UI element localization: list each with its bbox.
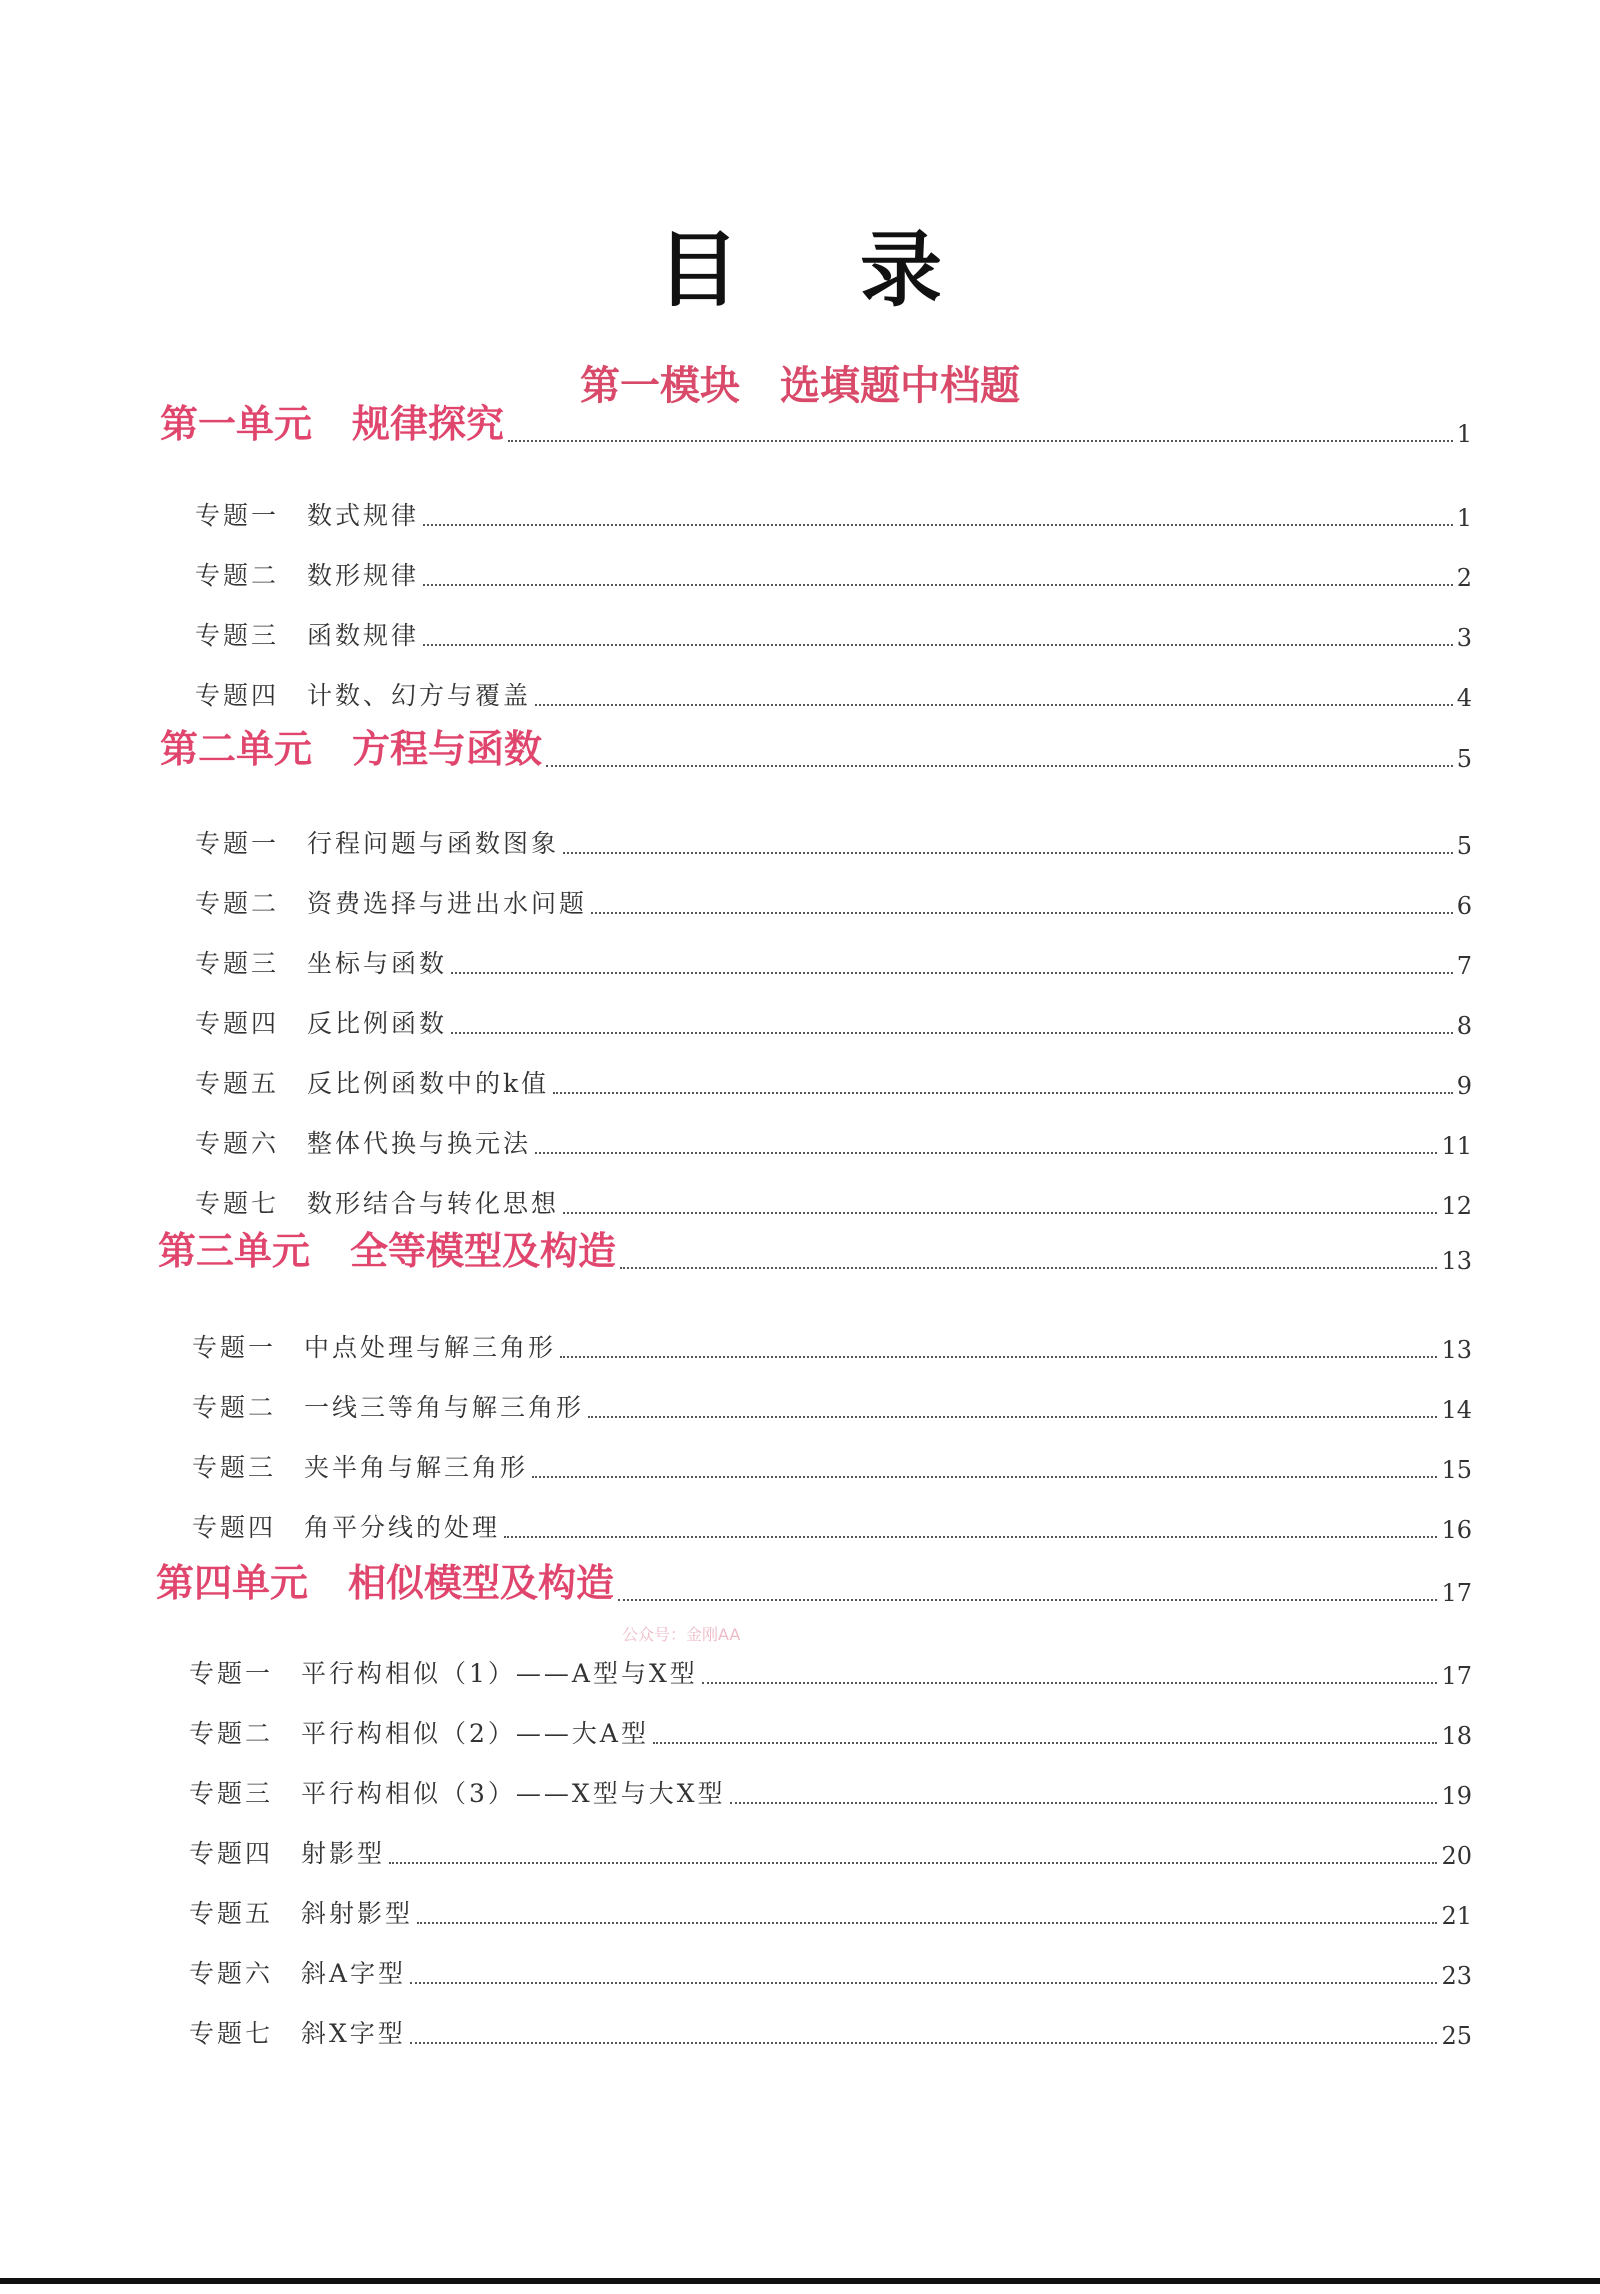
- toc-topic-row: [189, 1716, 1472, 1750]
- topic-page-number: 21: [1441, 1902, 1472, 1930]
- topic-name: 资费选择与进出水问题: [307, 889, 588, 918]
- topic-code: 专题四: [192, 1513, 277, 1542]
- toc-unit-row: [156, 1559, 1472, 1607]
- topic-page-number: 5: [1456, 832, 1472, 860]
- dot-leader: [618, 1599, 1437, 1601]
- topic-name: 中点处理与解三角形: [304, 1333, 557, 1362]
- toc-topic-row: [195, 1186, 1472, 1220]
- bottom-divider: [0, 2278, 1600, 2284]
- topic-name: 平行构相似（3）——X型与大X型: [301, 1779, 726, 1808]
- toc-topic-row: [195, 678, 1472, 712]
- topic-code: 专题六: [195, 1129, 280, 1158]
- toc-unit-row: [160, 725, 1472, 773]
- topic-name: 坐标与函数: [307, 949, 448, 978]
- topic-name: 斜X字型: [301, 2019, 406, 2048]
- topic-code: 专题二: [189, 1719, 274, 1748]
- dot-leader: [508, 440, 1453, 442]
- topic-code: 专题二: [195, 889, 280, 918]
- toc-topic-row: [195, 498, 1472, 532]
- unit-page-number: 17: [1441, 1579, 1472, 1607]
- dot-leader: [389, 1862, 1437, 1864]
- topic-page-number: 20: [1441, 1842, 1472, 1870]
- topic-name: 计数、幻方与覆盖: [307, 681, 532, 710]
- toc-topic-row: [195, 826, 1472, 860]
- watermark: 公众号：金刚AA: [622, 1625, 741, 1644]
- module-label: 第一模块: [580, 362, 740, 409]
- topic-page-number: 1: [1456, 504, 1472, 532]
- topic-page-number: 17: [1441, 1662, 1472, 1690]
- topic-name: 函数规律: [307, 621, 420, 650]
- topic-page-number: 23: [1441, 1962, 1472, 1990]
- unit-code: 第四单元: [156, 1561, 309, 1605]
- topic-name: 数式规律: [307, 501, 420, 530]
- dot-leader: [563, 1212, 1437, 1214]
- toc-topic-row: [195, 1006, 1472, 1040]
- topic-page-number: 14: [1441, 1396, 1472, 1424]
- topic-page-number: 16: [1441, 1516, 1472, 1544]
- topic-page-number: 18: [1441, 1722, 1472, 1750]
- dot-leader: [535, 1152, 1437, 1154]
- topic-page-number: 25: [1441, 2022, 1472, 2050]
- toc-unit-row: [158, 1227, 1472, 1275]
- dot-leader: [417, 1922, 1437, 1924]
- dot-leader: [504, 1536, 1437, 1538]
- toc-topic-row: [189, 1836, 1472, 1870]
- dot-leader: [702, 1682, 1438, 1684]
- dot-leader: [620, 1267, 1437, 1269]
- dot-leader: [730, 1802, 1438, 1804]
- toc-topic-row: [189, 1656, 1472, 1690]
- topic-page-number: 11: [1441, 1132, 1472, 1160]
- topic-code: 专题五: [189, 1899, 274, 1928]
- topic-code: 专题七: [195, 1189, 280, 1218]
- topic-code: 专题一: [192, 1333, 277, 1362]
- dot-leader: [423, 584, 1453, 586]
- topic-code: 专题四: [189, 1839, 274, 1868]
- topic-name: 数形结合与转化思想: [307, 1189, 560, 1218]
- page-title-part2: 录: [860, 222, 944, 318]
- unit-name: 规律探究: [352, 402, 505, 446]
- dot-leader: [591, 912, 1453, 914]
- unit-code: 第二单元: [160, 727, 313, 771]
- topic-name: 夹半角与解三角形: [304, 1453, 529, 1482]
- topic-page-number: 13: [1441, 1336, 1472, 1364]
- topic-code: 专题一: [195, 501, 280, 530]
- topic-name: 平行构相似（1）——A型与X型: [301, 1659, 698, 1688]
- topic-code: 专题一: [189, 1659, 274, 1688]
- toc-topic-row: [192, 1450, 1472, 1484]
- topic-name: 整体代换与换元法: [307, 1129, 532, 1158]
- toc-topic-row: [195, 1066, 1472, 1100]
- unit-page-number: 13: [1441, 1247, 1472, 1275]
- dot-leader: [532, 1476, 1437, 1478]
- toc-topic-row: [195, 1126, 1472, 1160]
- dot-leader: [553, 1092, 1453, 1094]
- toc-topic-row: [195, 886, 1472, 920]
- toc-topic-row: [189, 1956, 1472, 1990]
- topic-code: 专题三: [195, 621, 280, 650]
- dot-leader: [451, 972, 1453, 974]
- topic-name: 反比例函数: [307, 1009, 448, 1038]
- toc-unit-row: [160, 400, 1472, 448]
- topic-page-number: 19: [1441, 1782, 1472, 1810]
- topic-code: 专题四: [195, 1009, 280, 1038]
- unit-page-number: 1: [1456, 420, 1472, 448]
- topic-name: 斜射影型: [301, 1899, 414, 1928]
- dot-leader: [535, 704, 1453, 706]
- toc-topic-row: [195, 946, 1472, 980]
- unit-name: 相似模型及构造: [348, 1561, 615, 1605]
- toc-topic-row: [189, 2016, 1472, 2050]
- unit-page-number: 5: [1456, 745, 1472, 773]
- topic-page-number: 4: [1456, 684, 1472, 712]
- page-title: [0, 205, 1600, 322]
- topic-code: 专题一: [195, 829, 280, 858]
- dot-leader: [588, 1416, 1437, 1418]
- topic-name: 斜A字型: [301, 1959, 407, 1988]
- dot-leader: [423, 524, 1453, 526]
- topic-name: 反比例函数中的k值: [307, 1069, 550, 1098]
- topic-page-number: 8: [1456, 1012, 1472, 1040]
- dot-leader: [546, 765, 1453, 767]
- topic-name: 数形规律: [307, 561, 420, 590]
- toc-topic-row: [192, 1330, 1472, 1364]
- unit-code: 第一单元: [160, 402, 313, 446]
- topic-page-number: 7: [1456, 952, 1472, 980]
- topic-code: 专题二: [195, 561, 280, 590]
- unit-code: 第三单元: [158, 1229, 311, 1273]
- toc-topic-row: [189, 1896, 1472, 1930]
- toc-topic-row: [189, 1776, 1472, 1810]
- topic-page-number: 9: [1456, 1072, 1472, 1100]
- module-name: 选填题中档题: [780, 362, 1020, 409]
- topic-page-number: 6: [1456, 892, 1472, 920]
- dot-leader: [451, 1032, 1453, 1034]
- topic-code: 专题四: [195, 681, 280, 710]
- topic-code: 专题七: [189, 2019, 274, 2048]
- topic-code: 专题二: [192, 1393, 277, 1422]
- dot-leader: [560, 1356, 1437, 1358]
- topic-name: 行程问题与函数图象: [307, 829, 560, 858]
- dot-leader: [653, 1742, 1437, 1744]
- toc-topic-row: [195, 618, 1472, 652]
- topic-code: 专题六: [189, 1959, 274, 1988]
- topic-page-number: 3: [1456, 624, 1472, 652]
- dot-leader: [410, 1982, 1437, 1984]
- topic-page-number: 15: [1441, 1456, 1472, 1484]
- unit-name: 方程与函数: [352, 727, 543, 771]
- topic-name: 一线三等角与解三角形: [304, 1393, 585, 1422]
- toc-topic-row: [192, 1390, 1472, 1424]
- topic-page-number: 12: [1441, 1192, 1472, 1220]
- topic-name: 角平分线的处理: [304, 1513, 501, 1542]
- unit-name: 全等模型及构造: [350, 1229, 617, 1273]
- page-title-part1: 目: [656, 222, 740, 318]
- topic-name: 平行构相似（2）——大A型: [301, 1719, 649, 1748]
- topic-name: 射影型: [301, 1839, 386, 1868]
- dot-leader: [563, 852, 1453, 854]
- dot-leader: [423, 644, 1453, 646]
- topic-page-number: 2: [1456, 564, 1472, 592]
- toc-topic-row: [192, 1510, 1472, 1544]
- toc-topic-row: [195, 558, 1472, 592]
- topic-code: 专题三: [189, 1779, 274, 1808]
- topic-code: 专题五: [195, 1069, 280, 1098]
- topic-code: 专题三: [195, 949, 280, 978]
- dot-leader: [410, 2042, 1438, 2044]
- topic-code: 专题三: [192, 1453, 277, 1482]
